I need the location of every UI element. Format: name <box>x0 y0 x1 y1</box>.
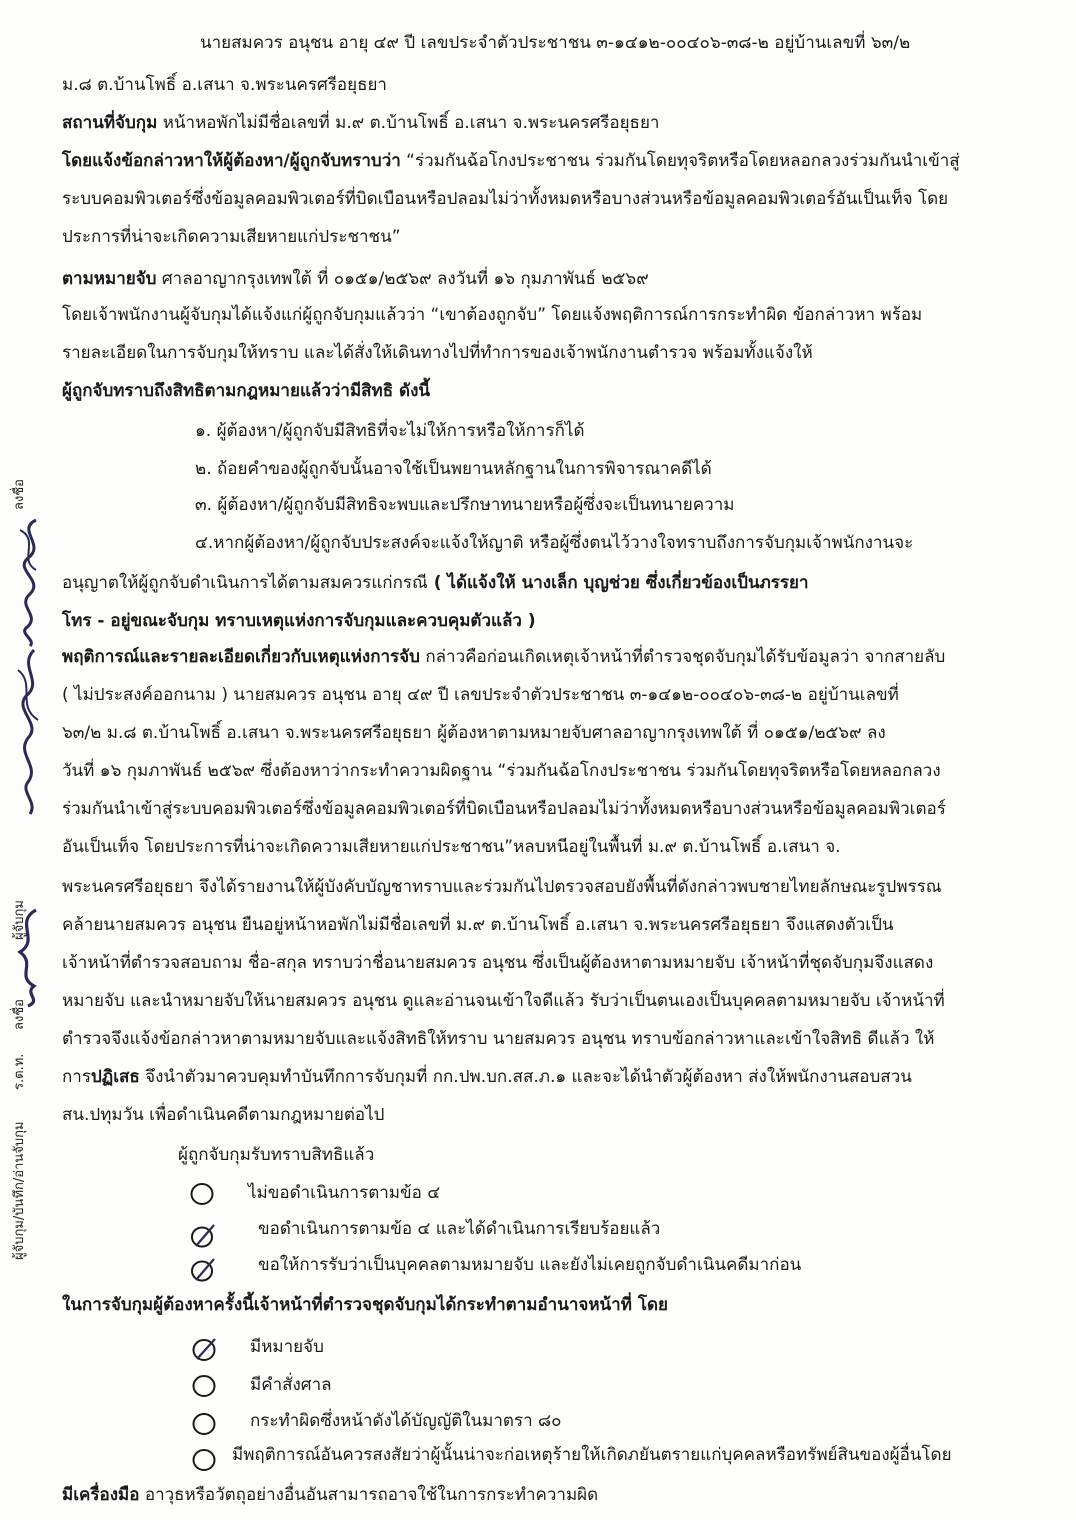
circumstances-line: ๖๓/๒ ม.๘ ต.บ้านโพธิ์ อ.เสนา จ.พระนครศรีอยุธยา ผู้ต้องหาตามหมายจับศาลอาญากรุงเทพใต้ ที่ ๐๑๕๑/๒๕๖๙ ลง <box>62 723 886 743</box>
acknowledge-heading: ผู้ถูกจับกุมรับทราบสิทธิแล้ว <box>178 1145 375 1165</box>
deny-line <box>62 1062 912 1092</box>
circumstances-text: กล่าวคือก่อนเกิดเหตุเจ้าหน้าที่ตำรวจชุดจับกุมได้รับข้อมูลว่า จากสายลับ <box>419 647 946 667</box>
header-line-1: นายสมควร อนุชน อายุ ๔๙ ปี เลขประจำตัวประชาชน ๓-๑๔๑๒-๐๐๔๐๖-๓๘-๒ อยู่บ้านเลขที่ ๖๓/๒ <box>200 33 911 53</box>
margin-rank-label: ร.ต.ท. <box>12 1053 27 1090</box>
right4-line-3: โทร - อยู่ขณะจับกุม ทราบเหตุแห่งการจับกุมและควบคุมตัวแล้ว ) <box>62 611 536 631</box>
ack-option-label: ไม่ขอดำเนินการตามข้อ ๔ <box>248 1183 441 1203</box>
warrant-value: ศาลอาญากรุงเทพใต้ ที่ ๐๑๕๑/๒๕๖๙ ลงวันที่ ๑๖ กุมภาพันธ์ ๒๕๖๙ <box>156 269 649 289</box>
location-label: สถานที่จับกุม <box>62 113 158 133</box>
rights-heading: ผู้ถูกจับทราบถึงสิทธิตามกฎหมายแล้วว่ามีสิทธิ ดังนี้ <box>62 381 430 401</box>
deny-word: ปฏิเสธ <box>90 1067 140 1087</box>
circumstances-label: พฤติการณ์และรายละเอียดเกี่ยวกับเหตุแห่งการจับ <box>62 647 420 667</box>
right-item: ๔.หากผู้ต้องหา/ผู้ถูกจับประสงค์จะแจ้งให้ญาติ หรือผู้ซึ่งตนไว้วางใจทราบถึงการจับกุมเจ้าพนักงานจะ <box>195 533 914 553</box>
circumstances-last: สน.ปทุมวัน เพื่อดำเนินคดีตามกฎหมายต่อไป <box>62 1105 385 1125</box>
circumstances-line: วันที่ ๑๖ กุมภาพันธ์ ๒๕๖๙ ซึ่งต้องหาว่ากระทำความผิดฐาน “ร่วมกันฉ้อโกงประชาชน ร่วมกันโดยทุจริตหรือโดยหลอกลวง <box>62 761 941 781</box>
deny-post: จึงนำตัวมาควบคุมทำบันทึกการจับกุมที่ กก.ปพ.บก.สส.ภ.๑ และจะได้นำตัวผู้ต้องหา ส่งให้พนักงานสอบสวน <box>139 1067 912 1087</box>
margin-role-label: ผู้จับกุม <box>12 900 27 940</box>
auth-option-label: กระทำผิดซึ่งหน้าดังได้บัญญัติในมาตรา ๘๐ <box>250 1411 562 1431</box>
right4-plain: อนุญาตให้ผู้ถูกจับดำเนินการได้ตามสมควรแก่กรณี <box>62 573 428 593</box>
charge-text: “ร่วมกันฉ้อโกงประชาชน ร่วมกันโดยทุจริตหรือโดยหลอกลวงร่วมกันนำเข้าสู่ <box>400 151 960 171</box>
handwritten-signatures <box>6 470 50 1260</box>
ack-option-label: ขอให้การรับว่าเป็นบุคคลตามหมายจับ และยังไม่เคยถูกจับดำเนินคดีมาก่อน <box>258 1255 802 1275</box>
deny-pre: การ <box>62 1067 91 1087</box>
header-line-2: ม.๘ ต.บ้านโพธิ์ อ.เสนา จ.พระนครศรีอยุธยา <box>62 75 387 95</box>
auth-option-label: มีหมายจับ <box>250 1337 324 1357</box>
charge-line-1 <box>62 146 960 176</box>
margin-role-label: ผู้จับกุม/บันทึก/อ่านจับกุม <box>12 1121 27 1260</box>
circumstances-line: อันเป็นเท็จ โดยประการที่น่าจะเกิดความเสียหายแก่ประชาชน”หลบหนีอยู่ในพื้นที่ ม.๙ ต.บ้านโพธิ์ อ.เสนา จ. <box>62 837 841 857</box>
right-item: ๓. ผู้ต้องหา/ผู้ถูกจับมีสิทธิจะพบและปรึกษาทนายหรือผู้ซึ่งจะเป็นทนายความ <box>195 495 735 515</box>
right-item: ๒. ถ้อยคำของผู้ถูกจับนั้นอาจใช้เป็นพยานหลักฐานในการพิจารณาคดีได้ <box>195 459 712 479</box>
margin-sign-label: ลงชื่อ <box>12 479 27 510</box>
auth-option-0-checkbox[interactable] <box>190 1336 220 1364</box>
checked-circle-icon <box>188 1256 218 1284</box>
authority-last <box>62 1480 598 1510</box>
circumstances-line: ตำรวจจึงแจ้งข้อกล่าวหาตามหมายจับและแจ้งสิทธิให้ทราบ นายสมควร อนุชน ทราบข้อกล่าวหาและเข้าใจสิทธิ ดีแล้ว ให้ <box>62 1029 935 1049</box>
circumstances-line: ( ไม่ประสงค์ออกนาม ) นายสมควร อนุชน อายุ ๔๙ ปี เลขประจำตัวประชาชน ๓-๑๔๑๒-๐๐๔๐๖-๓๘-๒ อยู่บ้านเลขที่ <box>62 685 899 705</box>
auth-option-2-checkbox[interactable] <box>190 1410 220 1438</box>
right4-line-2 <box>62 568 809 598</box>
circumstances-line: พระนครศรีอยุธยา จึงได้รายงานให้ผู้บังคับบัญชาทราบและร่วมกันไปตรวจสอบยังพื้นที่ดังกล่าวพบชายไทยลักษณะรูปพรรณ <box>62 877 942 897</box>
empty-circle-icon <box>190 1372 220 1400</box>
circumstances-line-1 <box>62 642 945 672</box>
authority-last-label: มีเครื่องมือ <box>62 1485 140 1505</box>
notice-line-2: รายละเอียดในการจับกุมให้ทราบ และได้สั่งให้เดินทางไปที่ทำการของเจ้าพนักงานตำรวจ พร้อมทั้งแจ้งให้ <box>62 343 813 363</box>
charge-line-3: ประการที่น่าจะเกิดความเสียหายแก่ประชาชน” <box>62 227 401 247</box>
auth-option-label: มีพฤติการณ์อันควรสงสัยว่าผู้นั้นน่าจะก่อเหตุร้ายให้เกิดภยันตรายแก่บุคคลหรือทรัพย์สินของผู้อื่นโดย <box>232 1445 952 1465</box>
margin-signature-column <box>6 470 50 1260</box>
checked-circle-icon <box>190 1336 220 1364</box>
charge-line-2: ระบบคอมพิวเตอร์ซึ่งข้อมูลคอมพิวเตอร์ที่บิดเบือนหรือปลอมไม่ว่าทั้งหมดหรือบางส่วนหรือข้อมูลคอมพิวเตอร์อันเป็นเท็จ โดย <box>62 189 949 209</box>
right-item: ๑. ผู้ต้องหา/ผู้ถูกจับมีสิทธิที่จะไม่ให้การหรือให้การก็ได้ <box>195 421 585 441</box>
margin-sign-label: ลงชื่อ <box>12 999 27 1030</box>
ack-option-0-checkbox[interactable] <box>188 1180 218 1208</box>
location-line <box>62 108 659 138</box>
auth-option-1-checkbox[interactable] <box>190 1372 220 1400</box>
checked-circle-icon <box>188 1222 218 1250</box>
empty-circle-icon <box>190 1410 220 1438</box>
notice-line-1: โดยเจ้าพนักงานผู้จับกุมได้แจ้งแก่ผู้ถูกจับกุมแล้วว่า “เขาต้องถูกจับ” โดยแจ้งพฤติการณ์การกระทำผิด ข้อกล่าวหา พร้อม <box>62 305 923 325</box>
location-value: หน้าหอพักไม่มีชื่อเลขที่ ม.๙ ต.บ้านโพธิ์ อ.เสนา จ.พระนครศรีอยุธยา <box>157 113 660 133</box>
authority-last-text: อาวุธหรือวัตถุอย่างอื่นอันสามารถอาจใช้ในการกระทำความผิด <box>139 1485 599 1505</box>
circumstances-line: หมายจับ และนำหมายจับให้นายสมควร อนุชน ดูและอ่านจนเข้าใจดีแล้ว รับว่าเป็นตนเองเป็นบุคคลตามหมายจับ เจ้าหน้าที่ <box>62 991 945 1011</box>
auth-option-3-checkbox[interactable] <box>190 1446 220 1474</box>
auth-option-label: มีคำสั่งศาล <box>250 1375 332 1395</box>
ack-option-2-checkbox[interactable] <box>188 1256 218 1284</box>
circumstances-line: เจ้าหน้าที่ตำรวจสอบถาม ชื่อ-สกุล ทราบว่าชื่อนายสมควร อนุชน ซึ่งเป็นผู้ต้องหาตามหมายจับ เจ้าหน้าที่ชุดจับกุมจึงแสดง <box>62 953 934 973</box>
ack-option-label: ขอดำเนินการตามข้อ ๔ และได้ดำเนินการเรียบร้อยแล้ว <box>258 1219 661 1239</box>
authority-heading: ในการจับกุมผู้ต้องหาครั้งนี้เจ้าหน้าที่ตำรวจชุดจับกุมได้กระทำตามอำนาจหน้าที่ โดย <box>62 1295 668 1315</box>
ack-option-1-checkbox[interactable] <box>188 1222 218 1250</box>
circumstances-line: คล้ายนายสมควร อนุชน ยืนอยู่หน้าหอพักไม่มีชื่อเลขที่ ม.๙ ต.บ้านโพธิ์ อ.เสนา จ.พระนครศรีอยุธยา จึงแสดงตัวเป็น <box>62 915 894 935</box>
empty-circle-icon <box>190 1446 220 1474</box>
empty-circle-icon <box>188 1180 218 1208</box>
right4-relative: ( ได้แจ้งให้ นางเล็ก บุญช่วย ซึ่งเกี่ยวข้องเป็นภรรยา <box>427 573 809 593</box>
charge-label: โดยแจ้งข้อกล่าวหาให้ผู้ต้องหา/ผู้ถูกจับทราบว่า <box>62 151 401 171</box>
warrant-line <box>62 264 649 294</box>
circumstances-line: ร่วมกันนำเข้าสู่ระบบคอมพิวเตอร์ซึ่งข้อมูลคอมพิวเตอร์ที่บิดเบือนหรือปลอมไม่ว่าทั้งหมดหรือบางส่วนหรือข้อมูลคอมพิวเตอร์ <box>62 799 946 819</box>
warrant-label: ตามหมายจับ <box>62 269 157 289</box>
